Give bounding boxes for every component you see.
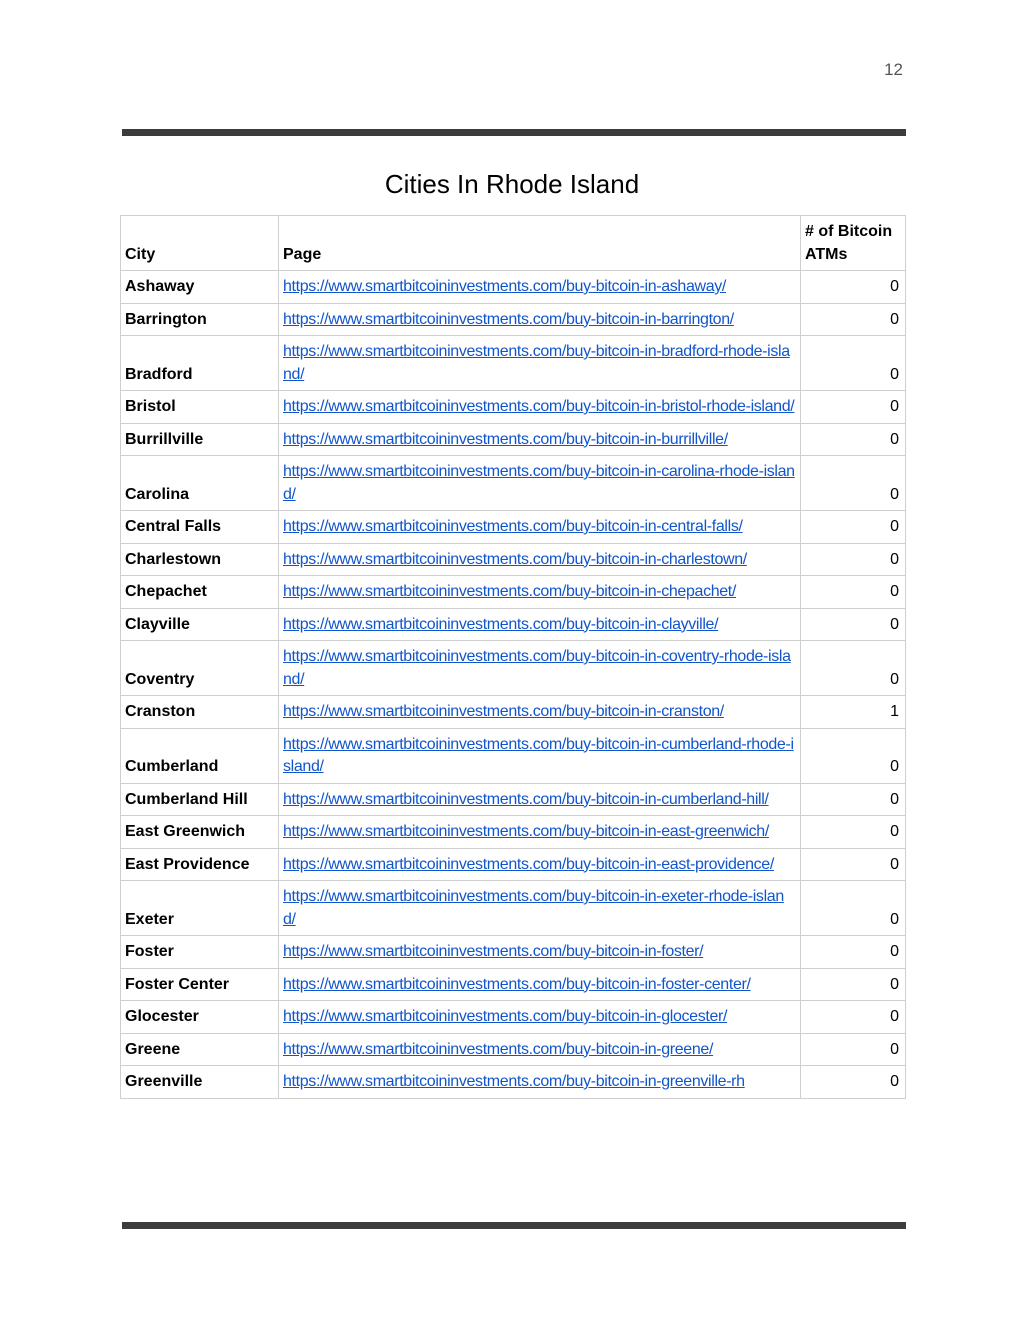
- table-row: [121, 783, 906, 816]
- page-link[interactable]: https://www.smartbitcoininvestments.com/buy-bitcoin-in-glocester/: [283, 1008, 728, 1025]
- page-link[interactable]: https://www.smartbitcoininvestments.com/buy-bitcoin-in-east-providence/: [283, 855, 774, 873]
- table-row: [121, 423, 906, 456]
- top-divider: [122, 129, 906, 136]
- page-link[interactable]: https://www.smartbitcoininvestments.com/buy-bitcoin-in-bradford-rhode-island/: [283, 343, 790, 383]
- city-cell: Carolina: [121, 456, 279, 511]
- page-link[interactable]: https://www.smartbitcoininvestments.com/buy-bitcoin-in-east-greenwich/: [283, 823, 769, 840]
- page-cell: [279, 303, 801, 336]
- table-row: [121, 881, 906, 936]
- city-cell: Foster Center: [121, 968, 279, 1001]
- atm-count-cell: 0: [801, 968, 906, 1001]
- page-link[interactable]: https://www.smartbitcoininvestments.com/buy-bitcoin-in-foster-center/: [283, 975, 751, 993]
- column-header-atms: # of Bitcoin ATMs: [801, 216, 906, 271]
- table-body: [121, 271, 906, 1099]
- table-row: [121, 456, 906, 511]
- atm-count-cell: 0: [801, 641, 906, 696]
- table-row: [121, 608, 906, 641]
- page-cell: [279, 543, 801, 576]
- table-header-row: [121, 216, 906, 271]
- city-cell: Central Falls: [121, 511, 279, 544]
- table-row: [121, 1001, 906, 1034]
- atm-count-cell: 0: [801, 728, 906, 783]
- table-row: [121, 816, 906, 849]
- table-row: [121, 1066, 906, 1099]
- page-cell: [279, 511, 801, 544]
- table-row: [121, 968, 906, 1001]
- page-link[interactable]: https://www.smartbitcoininvestments.com/buy-bitcoin-in-ashaway/: [283, 278, 727, 295]
- table-row: [121, 391, 906, 424]
- atm-count-cell: 0: [801, 1001, 906, 1034]
- page-cell: [279, 391, 801, 424]
- atm-count-cell: 0: [801, 423, 906, 456]
- page-cell: [279, 423, 801, 456]
- page-cell: [279, 728, 801, 783]
- page-cell: [279, 696, 801, 729]
- page-cell: [279, 968, 801, 1001]
- table-row: [121, 641, 906, 696]
- page-link[interactable]: https://www.smartbitcoininvestments.com/buy-bitcoin-in-charlestown/: [283, 550, 747, 568]
- city-cell: East Providence: [121, 848, 279, 881]
- page-cell: [279, 576, 801, 609]
- atm-count-cell: 1: [801, 696, 906, 729]
- table-row: [121, 271, 906, 304]
- atm-count-cell: 0: [801, 936, 906, 969]
- table-row: [121, 1033, 906, 1066]
- page-cell: [279, 816, 801, 849]
- atm-count-cell: 0: [801, 1033, 906, 1066]
- table-row: [121, 336, 906, 391]
- page-link[interactable]: https://www.smartbitcoininvestments.com/buy-bitcoin-in-bristol-rhode-island/: [283, 398, 795, 415]
- table-row: [121, 848, 906, 881]
- page-link[interactable]: https://www.smartbitcoininvestments.com/buy-bitcoin-in-greenville-rh: [283, 1073, 745, 1090]
- page-cell: [279, 456, 801, 511]
- table-row: [121, 576, 906, 609]
- atm-count-cell: 0: [801, 881, 906, 936]
- atm-count-cell: 0: [801, 576, 906, 609]
- city-cell: Barrington: [121, 303, 279, 336]
- page-cell: [279, 848, 801, 881]
- city-cell: Ashaway: [121, 271, 279, 304]
- atm-count-cell: 0: [801, 783, 906, 816]
- page-cell: [279, 271, 801, 304]
- table-row: [121, 511, 906, 544]
- page-link[interactable]: https://www.smartbitcoininvestments.com/buy-bitcoin-in-greene/: [283, 1040, 714, 1058]
- page-link[interactable]: https://www.smartbitcoininvestments.com/buy-bitcoin-in-burrillville/: [283, 430, 728, 448]
- page-cell: [279, 641, 801, 696]
- bottom-divider: [122, 1222, 906, 1229]
- page-cell: [279, 881, 801, 936]
- page-link[interactable]: https://www.smartbitcoininvestments.com/buy-bitcoin-in-carolina-rhode-island/: [283, 463, 795, 503]
- table-row: [121, 696, 906, 729]
- atm-count-cell: 0: [801, 816, 906, 849]
- city-cell: Greenville: [121, 1066, 279, 1099]
- table-row: [121, 543, 906, 576]
- table-row: [121, 728, 906, 783]
- page-link[interactable]: https://www.smartbitcoininvestments.com/buy-bitcoin-in-cumberland-hill/: [283, 790, 769, 808]
- city-cell: Glocester: [121, 1001, 279, 1034]
- page-link[interactable]: https://www.smartbitcoininvestments.com/buy-bitcoin-in-coventry-rhode-island/: [283, 648, 791, 688]
- city-cell: Cranston: [121, 696, 279, 729]
- atm-count-cell: 0: [801, 1066, 906, 1099]
- page-link[interactable]: https://www.smartbitcoininvestments.com/buy-bitcoin-in-foster/: [283, 943, 704, 960]
- table-row: [121, 303, 906, 336]
- city-cell: East Greenwich: [121, 816, 279, 849]
- page-link[interactable]: https://www.smartbitcoininvestments.com/buy-bitcoin-in-chepachet/: [283, 583, 737, 600]
- atm-count-cell: 0: [801, 271, 906, 304]
- atm-count-cell: 0: [801, 543, 906, 576]
- city-cell: Chepachet: [121, 576, 279, 609]
- city-cell: Bradford: [121, 336, 279, 391]
- atm-count-cell: 0: [801, 336, 906, 391]
- page-link[interactable]: https://www.smartbitcoininvestments.com/buy-bitcoin-in-exeter-rhode-island/: [283, 888, 784, 928]
- page-link[interactable]: https://www.smartbitcoininvestments.com/buy-bitcoin-in-barrington/: [283, 310, 734, 328]
- page-number: 12: [884, 60, 903, 79]
- page-cell: [279, 608, 801, 641]
- atm-count-cell: 0: [801, 303, 906, 336]
- city-cell: Exeter: [121, 881, 279, 936]
- page-link[interactable]: https://www.smartbitcoininvestments.com/buy-bitcoin-in-cranston/: [283, 703, 724, 720]
- atm-count-cell: 0: [801, 608, 906, 641]
- city-cell: Coventry: [121, 641, 279, 696]
- atm-count-cell: 0: [801, 456, 906, 511]
- city-cell: Cumberland Hill: [121, 783, 279, 816]
- page-title: Cities In Rhode Island: [384, 169, 640, 199]
- page-cell: [279, 336, 801, 391]
- page-link[interactable]: https://www.smartbitcoininvestments.com/buy-bitcoin-in-central-falls/: [283, 518, 743, 535]
- city-cell: Burrillville: [121, 423, 279, 456]
- city-cell: Clayville: [121, 608, 279, 641]
- page-cell: [279, 1033, 801, 1066]
- column-header-city: City: [121, 216, 279, 271]
- city-cell: Bristol: [121, 391, 279, 424]
- atm-count-cell: 0: [801, 511, 906, 544]
- atm-count-cell: 0: [801, 848, 906, 881]
- page-cell: [279, 1001, 801, 1034]
- page-cell: [279, 936, 801, 969]
- atm-count-cell: 0: [801, 391, 906, 424]
- page-link[interactable]: https://www.smartbitcoininvestments.com/buy-bitcoin-in-clayville/: [283, 615, 719, 633]
- city-cell: Charlestown: [121, 543, 279, 576]
- table-row: [121, 936, 906, 969]
- city-cell: Greene: [121, 1033, 279, 1066]
- page-cell: [279, 1066, 801, 1099]
- page-link[interactable]: https://www.smartbitcoininvestments.com/buy-bitcoin-in-cumberland-rhode-island/: [283, 735, 794, 775]
- cities-table: [120, 215, 906, 1099]
- city-cell: Foster: [121, 936, 279, 969]
- city-cell: Cumberland: [121, 728, 279, 783]
- column-header-page: Page: [279, 216, 801, 271]
- page-cell: [279, 783, 801, 816]
